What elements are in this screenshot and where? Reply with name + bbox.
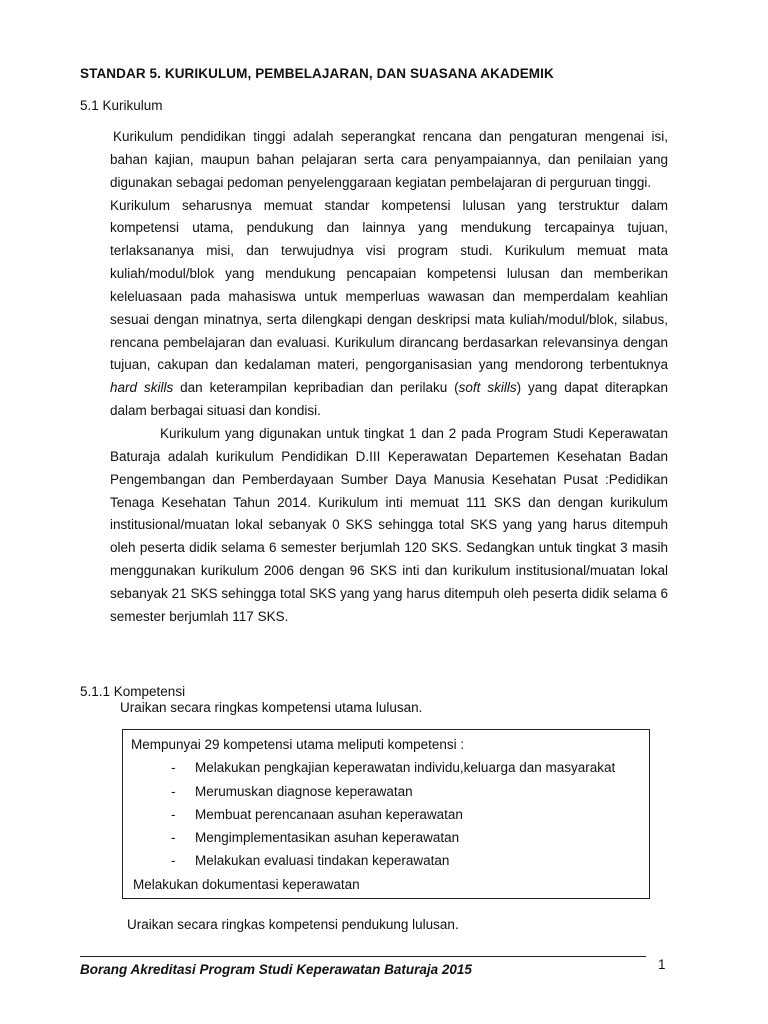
dash-marker: - — [171, 830, 176, 846]
competency-list — [131, 756, 649, 872]
paragraph-2-text-a: Kurikulum seharusnya memuat standar kompetensi lulusan yang terstruktur dalam kompetensi utama, pendukung dan lainnya yang mendukung tercapainya tujuan, terlaksananya misi, dan terwujudnya visi program studi. Kurikulum memuat mata kuliah/modul/blok yang mendukung pencapaian kompetensi lulusan dan memberikan keleluasaan pada mahasiswa untuk memperluas wawasan dan memperdalam keahlian sesuai dengan minatnya, serta dilengkapi dengan deskripsi mata kuliah/modul/blok, silabus, rencana pembelajaran dan evaluasi. Kurikulum dirancang berdasarkan relevansinya dengan tujuan, cakupan dan kedalaman materi, pengorganisasian yang mendorong terbentuknya — [110, 197, 668, 373]
footer-divider — [80, 956, 646, 957]
soft-skills-term: soft skills — [458, 380, 517, 396]
document-title: STANDAR 5. KURIKULUM, PEMBELAJARAN, DAN SUASANA AKADEMIK — [80, 66, 554, 81]
paragraph-2-text-b: dan keterampilan kepribadian dan perilaku ( — [173, 380, 459, 396]
paragraph-2 — [110, 195, 668, 423]
section-heading: 5.1 Kurikulum — [80, 98, 163, 113]
list-item — [131, 849, 649, 872]
competency-box — [122, 729, 650, 899]
list-item-text: Melakukan pengkajian keperawatan individu,keluarga dan masyarakat — [195, 760, 616, 776]
footer-text: Borang Akreditasi Program Studi Keperawatan Baturaja 2015 — [80, 962, 472, 977]
dash-marker: - — [171, 806, 176, 822]
dash-marker: - — [171, 760, 176, 776]
list-item-text: Melakukan evaluasi tindakan keperawatan — [195, 853, 450, 869]
list-item — [131, 826, 649, 849]
paragraph-3: Kurikulum yang digunakan untuk tingkat 1 dan 2 pada Program Studi Keperawatan Baturaja adalah kurikulum Pendidikan D.III Keperawatan Departemen Kesehatan Badan Pengembangan dan Pemberdayaan Sumber Daya Manusia Kesehatan Pusat :Pedidikan Tenaga Kesehatan Tahun 2014. Kurikulum inti memuat 111 SKS dan dengan kurikulum institusional/muatan lokal sebanyak 0 SKS sehingga total SKS yang yang harus ditempuh oleh peserta didik selama 6 semester berjumlah 120 SKS. Sedangkan untuk tingkat 3 masih menggunakan kurikulum 2006 dengan 96 SKS inti dan kurikulum institusional/muatan lokal sebanyak 21 SKS sehingga total SKS yang yang harus ditempuh oleh peserta didik selama 6 semester berjumlah 117 SKS. — [110, 425, 668, 624]
list-item-text: Mengimplementasikan asuhan keperawatan — [195, 830, 460, 846]
list-item — [131, 803, 649, 826]
dash-marker: - — [171, 783, 176, 799]
list-item — [131, 780, 649, 803]
list-item-text: Membuat perencanaan asuhan keperawatan — [195, 806, 463, 822]
paragraph-2-text-c: ) yang dapat diterapkan dalam berbagai situasi dan kondisi. — [110, 380, 668, 419]
dash-marker: - — [171, 853, 176, 869]
paragraph-1: Kurikulum pendidikan tinggi adalah seperangkat rencana dan pengaturan mengenai isi, bahan kajian, maupun bahan pelajaran serta cara penyampaiannya, dan penilaian yang digunakan sebagai pedoman penyelenggaraan kegiatan pembelajaran di perguruan tinggi. — [110, 129, 668, 190]
list-item — [131, 756, 649, 779]
subsection-instruction: Uraikan secara ringkas kompetensi utama lulusan. — [120, 700, 423, 715]
hard-skills-term: hard skills — [110, 380, 174, 396]
list-item-text: Merumuskan diagnose keperawatan — [195, 783, 413, 799]
subsection-heading: 5.1.1 Kompetensi — [80, 684, 186, 699]
competency-closing: Melakukan dokumentasi keperawatan — [133, 876, 360, 892]
curriculum-body — [110, 126, 668, 629]
competency-intro: Mempunyai 29 kompetensi utama meliputi kompetensi : — [131, 737, 465, 752]
supporting-competency-instruction: Uraikan secara ringkas kompetensi pendukung lulusan. — [127, 917, 459, 932]
page-number: 1 — [658, 957, 666, 972]
